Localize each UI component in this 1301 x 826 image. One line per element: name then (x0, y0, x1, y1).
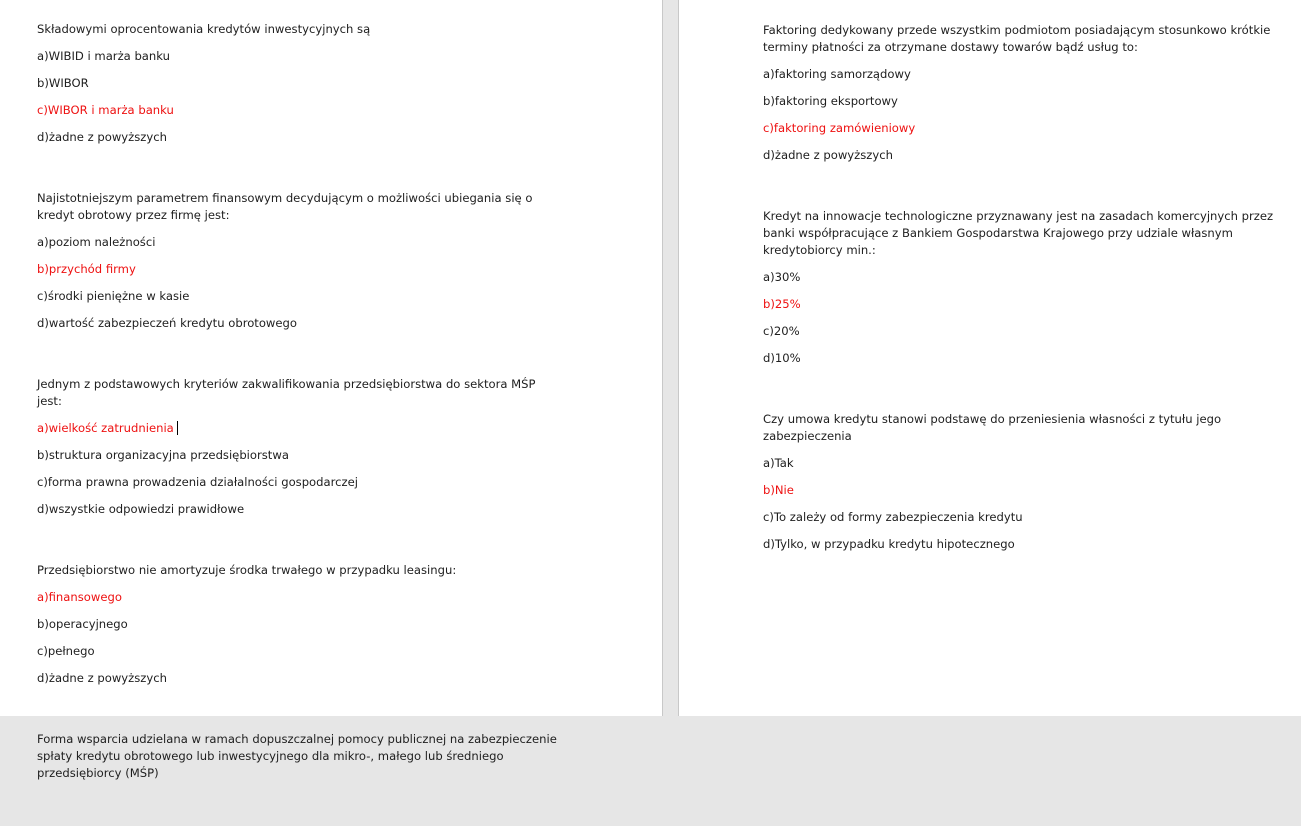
answer-option (37, 234, 557, 251)
question-block (763, 22, 1283, 164)
question-block (37, 376, 557, 518)
answer-option-label: b)WIBOR (37, 76, 89, 90)
question-text: Przedsiębiorstwo nie amortyzuje środka trwałego w przypadku leasingu: (37, 563, 457, 577)
answer-option (37, 501, 557, 518)
text-cursor (177, 421, 178, 435)
answer-option-label: a)wielkość zatrudnienia (37, 421, 174, 435)
answer-option-correct (37, 102, 557, 119)
answer-option-label: c)pełnego (37, 644, 95, 658)
answer-option-label: c)środki pieniężne w kasie (37, 289, 190, 303)
answer-option-label: b)Nie (763, 483, 794, 497)
answer-option (37, 670, 557, 687)
answer-option (763, 455, 1283, 472)
answer-option (763, 93, 1283, 110)
answer-option-correct (763, 296, 1283, 313)
answer-option-label: a)Tak (763, 456, 794, 470)
answer-option-correct (37, 589, 557, 606)
answer-option-label: a)poziom należności (37, 235, 156, 249)
answer-option (763, 269, 1283, 286)
page-left-content (37, 21, 557, 826)
answer-option (37, 643, 557, 660)
question-block (37, 190, 557, 332)
answer-option-label: b)struktura organizacyjna przedsiębiorstwa (37, 448, 289, 462)
answer-option (37, 48, 557, 65)
answer-option-label: b)operacyjnego (37, 617, 128, 631)
question-block (37, 562, 557, 687)
question-block (37, 21, 557, 146)
answer-option-label: d)wartość zabezpieczeń kredytu obrotowego (37, 316, 298, 330)
answer-option (763, 323, 1283, 340)
document-page-left[interactable] (0, 0, 662, 780)
answer-option-label: c)faktoring zamówieniowy (763, 121, 916, 135)
answer-option (763, 350, 1283, 367)
answer-option-label: c)forma prawna prowadzenia działalności gospodarczej (37, 475, 358, 489)
answer-option (37, 447, 557, 464)
page-left-edge (662, 0, 663, 716)
answer-option-label: d)żadne z powyższych (37, 671, 167, 685)
answer-option-label: d)10% (763, 351, 801, 365)
question-block (763, 411, 1283, 553)
answer-option (37, 288, 557, 305)
answer-option-label: b)25% (763, 297, 801, 311)
answer-option (37, 474, 557, 491)
answer-option-label: d)Tylko, w przypadku kredytu hipotecznego (763, 537, 1015, 551)
answer-option-label: d)żadne z powyższych (37, 130, 167, 144)
question-text: Jednym z podstawowych kryteriów zakwalifikowania przedsiębiorstwa do sektora MŚP jest: (37, 377, 536, 408)
answer-option-label: c)To zależy od formy zabezpieczenia kredytu (763, 510, 1023, 524)
answer-option-label: a)WIBID i marża banku (37, 49, 170, 63)
question-block (37, 731, 557, 782)
answer-option-correct (37, 420, 557, 437)
answer-option (763, 536, 1283, 553)
answer-option-correct (37, 261, 557, 278)
page-right-content (763, 22, 1283, 597)
question-text: Składowymi oprocentowania kredytów inwestycyjnych są (37, 22, 371, 36)
answer-option-correct (763, 120, 1283, 137)
answer-option-correct (763, 482, 1283, 499)
question-text: Czy umowa kredytu stanowi podstawę do przeniesienia własności z tytułu jego zabezpieczenia (763, 412, 1222, 443)
answer-option-label: d)wszystkie odpowiedzi prawidłowe (37, 502, 245, 516)
answer-option-label: b)przychód firmy (37, 262, 136, 276)
answer-option-label: a)finansowego (37, 590, 122, 604)
question-text: Kredyt na innowacje technologiczne przyznawany jest na zasadach komercyjnych przez banki współpracujące z Bankiem Gospodarstwa Krajowego przy udziale własnym kredytobiorcy min.: (763, 209, 1274, 257)
question-text: Faktoring dedykowany przede wszystkim podmiotom posiadającym stosunkowo krótkie terminy płatności za otrzymane dostawy towarów bądź usług to: (763, 23, 1271, 54)
answer-option (37, 129, 557, 146)
answer-option-label: a)faktoring samorządowy (763, 67, 911, 81)
answer-option-label: c)20% (763, 324, 800, 338)
answer-option (37, 616, 557, 633)
answer-option (37, 315, 557, 332)
answer-option-label: a)30% (763, 270, 801, 284)
answer-option-label: b)faktoring eksportowy (763, 94, 898, 108)
answer-option-label: c)WIBOR i marża banku (37, 103, 174, 117)
question-text: Forma wsparcia udzielana w ramach dopuszczalnej pomocy publicznej na zabezpieczenie spłaty kredytu obrotowego lub inwestycyjnego dla mikro-, małego lub średniego przedsiębiorcy (MŚP) (37, 732, 557, 780)
answer-option (763, 66, 1283, 83)
question-text: Najistotniejszym parametrem finansowym decydującym o możliwości ubiegania się o kredyt obrotowy przez firmę jest: (37, 191, 533, 222)
answer-option-label: d)żadne z powyższych (763, 148, 893, 162)
answer-option (763, 509, 1283, 526)
answer-option (763, 147, 1283, 164)
answer-option (37, 75, 557, 92)
document-page-right[interactable] (679, 0, 1301, 716)
question-block (763, 208, 1283, 367)
